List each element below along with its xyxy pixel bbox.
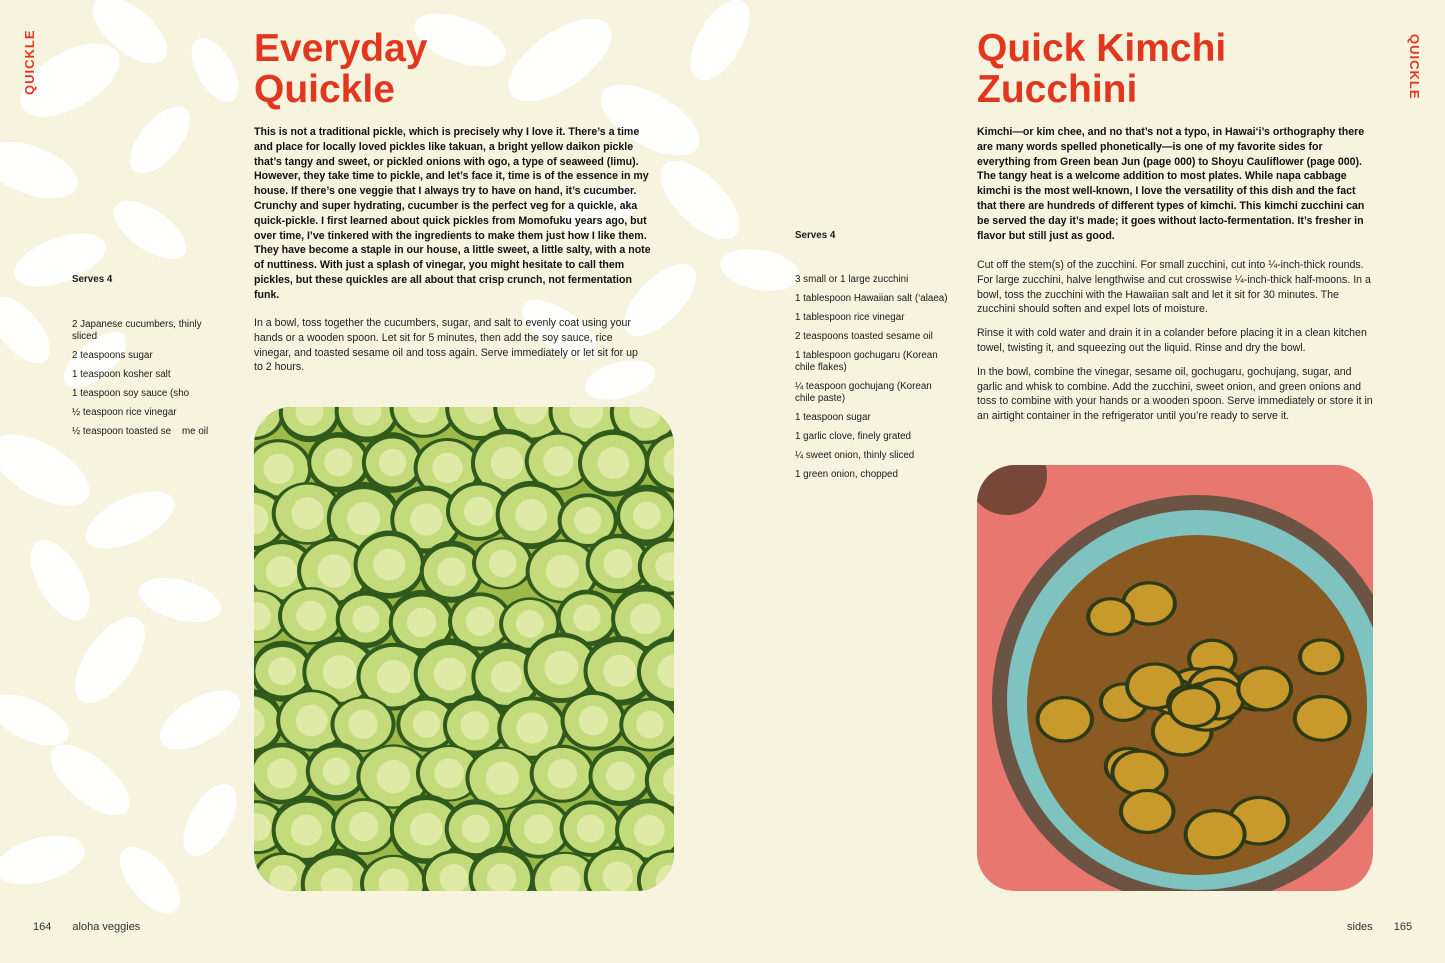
recipe-title-right	[977, 28, 1226, 110]
cucumber-slice	[472, 537, 533, 589]
cucumber-slice	[588, 746, 652, 806]
ingredient-item: 2 teaspoons toasted sesame oil	[795, 331, 933, 342]
recipe-title-left	[254, 28, 427, 110]
cucumber-slice	[619, 698, 674, 752]
title-line-1: Everyday	[254, 27, 428, 70]
zucchini-slice	[1036, 696, 1094, 743]
zucchini-slice	[1298, 638, 1344, 675]
section-name-footer: sides	[1347, 921, 1373, 933]
ingredient-item: ½ teaspoon rice vinegar	[72, 407, 177, 418]
footer-left	[33, 921, 140, 933]
zucchini-slice	[1119, 789, 1175, 834]
section-tab-left: QUICKLE	[22, 29, 37, 95]
ingredient-list-left	[72, 319, 222, 445]
ingredient-item: 3 small or 1 large zucchini	[795, 274, 909, 285]
ingredient-item: 1 green onion, chopped	[795, 469, 898, 480]
title-line-2: Quickle	[254, 68, 395, 111]
ingredient-item: 1 tablespoon rice vinegar	[795, 312, 905, 323]
method-step: Cut off the stem(s) of the zucchini. For small zucchini, cut into ¼-inch-thick rounds. For large zucchini, halve lengthwise and cut crosswise ¼-inch-thick half-moons. In a bowl, toss the zucchini with the Hawaiian salt and let it sit for 30 minutes. The zucchini should soften and expel lots of moisture.	[977, 259, 1371, 316]
kimchi-zucchini-photo	[977, 465, 1373, 891]
ingredient-item: 1 tablespoon Hawaiian salt (‘alaea)	[795, 293, 948, 304]
cucumber-slice	[561, 691, 627, 751]
ingredient-item: 2 Japanese cucumbers, thinly sliced	[72, 319, 202, 342]
ingredient-item: 1 tablespoon gochugaru (Korean chile flakes)	[795, 350, 938, 373]
method-right	[977, 258, 1377, 433]
cucumber-slice	[530, 745, 596, 803]
zucchini-slice	[1293, 695, 1352, 742]
ingredient-item: 1 garlic clove, finely grated	[795, 431, 911, 442]
title-line-2: Zucchini	[977, 68, 1138, 111]
recipe-intro-left: This is not a traditional pickle, which is precisely why I love it. There’s a time and place for locally loved pickles like takuan, a bright yellow daikon pickle that’s tangy and sweet, or pickled onions with ogo, a type of seaweed (limu). However, they take time to pickle, and let’s face it, time is of the essence in my house. If there’s one veggie that I always try to have on hand, it’s cucumber. Crunchy and super hydrating, cucumber is the perfect veg for a quickle, aka quick-pickle. I first learned about quick pickles from Momofuku years ago, but over time, I’ve tinkered with the ingredients to make them just how I like them. They have become a staple in our house, a little sweet, a little salty, with a note of nuttiness. With just a splash of vinegar, you might hesitate to call them pickles, but these quickles are all about that crisp crunch, not fermentation funk.	[254, 126, 651, 301]
cucumber-slices-illustration	[254, 407, 674, 891]
recipe-intro-right: Kimchi—or kim chee, and no that’s not a typo, in Hawai‘i’s orthography there are many words spelled phonetically—is one of my favorite sides for everything from Green bean Jun (page 000) to Shoyu Cauliflower (page 000). The tangy heat is a welcome addition to most plates. While napa cabbage kimchi is the most well-known, I love the versatility of this dish and the fact that there are hundreds of different types of kimchi. This kimchi zucchini can be served the day it’s made; it goes without lacto-fermentation. It’s fresher in flavor but still just as good.	[977, 126, 1365, 242]
method-step: In the bowl, combine the vinegar, sesame oil, gochugaru, gochujang, sugar, and garlic and whisk to combine. Add the zucchini, sweet onion, and green onions and toss to combine with your hands or a wooden spoon. Serve immediately or store it in an airtight container in the refrigerator until you’re ready to serve it.	[977, 365, 1373, 423]
ingredient-item: ½ teaspoon toasted se me oil	[72, 426, 209, 437]
page-number-right: 165	[1393, 921, 1413, 933]
ingredient-item: 1 teaspoon soy sauce (sho	[72, 388, 190, 399]
cucumber-slice	[331, 798, 396, 855]
serves-label-left: Serves 4	[72, 274, 113, 285]
ingredient-list-right	[795, 274, 950, 488]
zucchini-slice	[1110, 749, 1168, 795]
ingredient-item: ¼ sweet onion, thinly sliced	[795, 450, 915, 461]
cucumber-slice	[254, 743, 315, 805]
ingredient-item: 2 teaspoons sugar	[72, 350, 153, 361]
serves-label-right: Serves 4	[795, 230, 836, 241]
zucchini-slice	[1168, 686, 1221, 728]
footer-right	[1347, 921, 1412, 933]
zucchini-slice	[1086, 597, 1135, 636]
cucumber-slice	[354, 531, 425, 599]
method-step: Rinse it with cold water and drain it in a colander before placing it in a clean kitchen towel, twisting it, and squeezing out the liquid. Rinse and dry the bowl.	[977, 327, 1367, 354]
kimchi-bowl-illustration	[977, 465, 1373, 891]
ingredient-item: ¼ teaspoon gochujang (Korean chile paste)	[795, 381, 932, 404]
ingredient-item: 1 teaspoon kosher salt	[72, 369, 171, 380]
cucumber-slice	[278, 587, 344, 645]
section-tab-right: QUICKLE	[1407, 34, 1422, 100]
book-title-footer: aloha veggies	[72, 921, 141, 933]
zucchini-slice	[1184, 809, 1247, 859]
zucchini-slice	[1236, 666, 1293, 711]
title-line-1: Quick Kimchi	[977, 27, 1227, 70]
ingredient-item: 1 teaspoon sugar	[795, 412, 871, 423]
method-left	[254, 316, 649, 384]
cucumber-photo	[254, 407, 674, 891]
page-number-left: 164	[33, 921, 52, 933]
method-step: In a bowl, toss together the cucumbers, sugar, and salt to evenly coat using your hands or a wooden spoon. Let sit for 5 minutes, then add the soy sauce, rice vinegar, and toasted sesame oil and toss again. Serve immediately or let sit for up to 2 hours.	[254, 317, 638, 374]
